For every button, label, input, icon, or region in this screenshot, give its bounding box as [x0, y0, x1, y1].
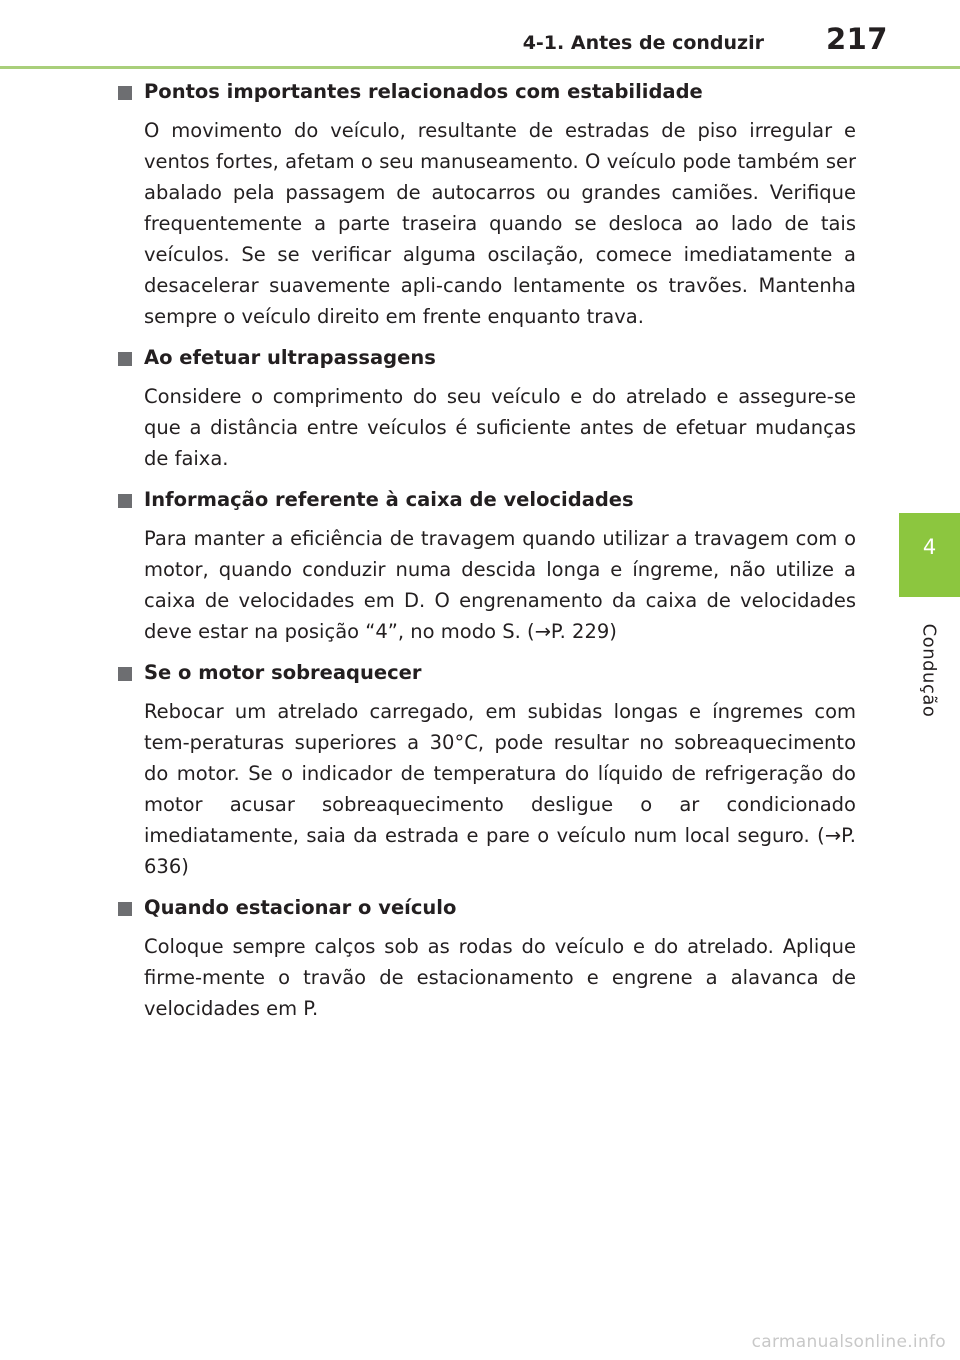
section-overtaking — [116, 346, 856, 474]
chapter-tab[interactable] — [899, 513, 960, 597]
section-heading: Quando estacionar o veículo — [144, 896, 457, 919]
page-header — [0, 0, 960, 70]
square-bullet-icon — [118, 494, 132, 508]
section-title: 4-1. Antes de conduzir — [522, 32, 764, 54]
square-bullet-icon — [118, 86, 132, 100]
section-heading: Pontos importantes relacionados com estabilidade — [144, 80, 703, 103]
section-text: O movimento do veículo, resultante de estradas de piso irregular e ventos fortes, afetam o seu manuseamento. O veículo pode também ser abalado pela passagem de autocarros ou grandes camiões. Verifique frequentemente a parte traseira quando se desloca ao lado de tais veículos. Se se verificar alguma oscilação, comece imediatamente a desacelerar suavemente apli-cando lentamente os travões. Mantenha sempre o veículo direito em frente enquanto trava. — [144, 119, 856, 328]
chapter-number: 4 — [922, 535, 937, 559]
chapter-label: Condução — [918, 623, 940, 718]
section-transmission — [116, 488, 856, 647]
section-text: Coloque sempre calços sob as rodas do veículo e do atrelado. Aplique firme-mente o travão de estacionamento e engrene a alavanca de velocidades em P. — [144, 935, 856, 1020]
section-overheating — [116, 661, 856, 882]
section-text: Considere o comprimento do seu veículo e do atrelado e assegure-se que a distância entre veículos é suficiente antes de efetuar mudanças de faixa. — [144, 385, 856, 470]
page-number: 217 — [825, 22, 888, 56]
section-stability — [116, 80, 856, 332]
square-bullet-icon — [118, 667, 132, 681]
section-heading: Ao efetuar ultrapassagens — [144, 346, 436, 369]
square-bullet-icon — [118, 902, 132, 916]
header-divider — [0, 66, 960, 69]
page-content — [116, 80, 856, 1038]
section-heading: Informação referente à caixa de velocidades — [144, 488, 634, 511]
section-heading: Se o motor sobreaquecer — [144, 661, 422, 684]
footer-watermark: carmanualsonline.info — [751, 1332, 946, 1352]
section-text: Para manter a eficiência de travagem quando utilizar a travagem com o motor, quando conduzir numa descida longa e íngreme, não utilize a caixa de velocidades em D. O engrenamento da caixa de velocidades deve estar na posição “4”, no modo S. (→P. 229) — [144, 527, 856, 643]
section-text: Rebocar um atrelado carregado, em subidas longas e íngremes com tem-peraturas superiores a 30°C, pode resultar no sobreaquecimento do motor. Se o indicador de temperatura do líquido de refrigeração do motor acusar sobreaquecimento desligue o ar condicionado imediatamente, saia da estrada e pare o veículo num local seguro. (→P. 636) — [144, 700, 856, 878]
square-bullet-icon — [118, 352, 132, 366]
section-parking — [116, 896, 856, 1024]
